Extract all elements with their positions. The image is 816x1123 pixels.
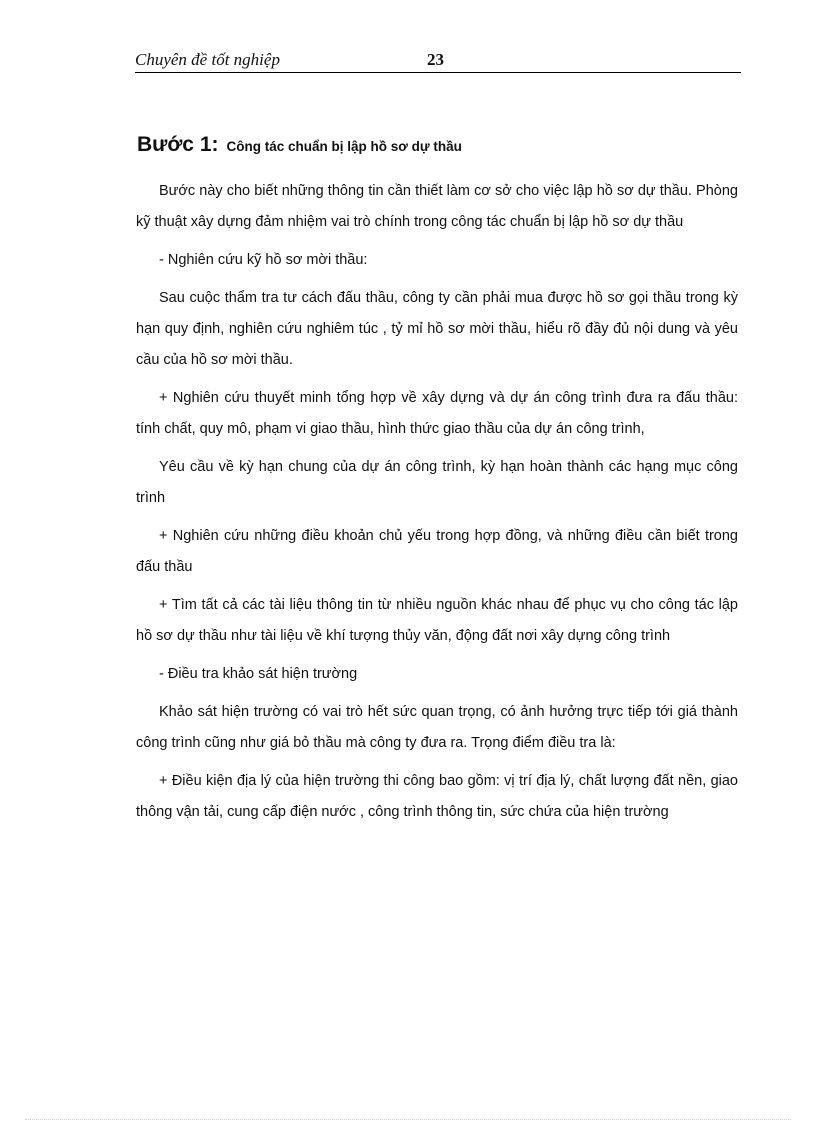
paragraph: Khảo sát hiện trường có vai trò hết sức quan trọng, có ảnh hưởng trực tiếp tới giá thành công trình cũng như giá bỏ thầu mà công ty đưa ra. Trọng điểm điều tra là: bbox=[136, 704, 738, 751]
paragraph: + Điều kiện địa lý của hiện trường thi công bao gồm: vị trí địa lý, chất lượng đất nền, giao thông vận tải, cung cấp điện nước , công trình thông tin, sức chứa của hiện trường bbox=[136, 773, 738, 820]
page-number: 23 bbox=[427, 50, 444, 69]
document-body bbox=[136, 176, 738, 835]
paragraph: Bước này cho biết những thông tin cần thiết làm cơ sở cho việc lập hồ sơ dự thầu. Phòng kỹ thuật xây dựng đảm nhiệm vai trò chính trong công tác chuẩn bị lập hồ sơ dự thầu bbox=[136, 183, 738, 230]
paragraph: + Nghiên cứu thuyết minh tổng hợp về xây dựng và dự án công trình đưa ra đấu thầu: tính chất, quy mô, phạm vi giao thầu, hình thức giao thầu của dự án công trình, bbox=[136, 390, 738, 437]
section-heading bbox=[137, 133, 462, 157]
step-title: Công tác chuẩn bị lập hồ sơ dự thầu bbox=[226, 139, 462, 154]
paragraph: Yêu cầu về kỳ hạn chung của dự án công trình, kỳ hạn hoàn thành các hạng mục công trình bbox=[136, 459, 738, 506]
document-title: Chuyên đề tốt nghiệp bbox=[135, 50, 280, 69]
step-label: Bước 1: bbox=[137, 133, 219, 156]
paragraph: Sau cuộc thẩm tra tư cách đấu thầu, công ty cần phải mua được hồ sơ gọi thầu trong kỳ hạn quy định, nghiên cứu nghiêm túc , tỷ mỉ hồ sơ mời thầu, hiểu rõ đầy đủ nội dung và yêu cầu của hồ sơ mời thầu. bbox=[136, 290, 738, 368]
bullet-item: - Điều tra khảo sát hiện trường bbox=[159, 666, 358, 682]
paragraph: + Tìm tất cả các tài liệu thông tin từ nhiều nguồn khác nhau để phục vụ cho công tác lập hồ sơ dự thầu như tài liệu về khí tượng thủy văn, động đất nơi xây dựng công trình bbox=[136, 597, 738, 644]
page-bottom-border bbox=[25, 1119, 791, 1120]
page-header bbox=[135, 48, 741, 73]
paragraph: + Nghiên cứu những điều khoản chủ yếu trong hợp đồng, và những điều cần biết trong đấu thầu bbox=[136, 528, 738, 575]
bullet-item: - Nghiên cứu kỹ hồ sơ mời thầu: bbox=[159, 252, 368, 268]
